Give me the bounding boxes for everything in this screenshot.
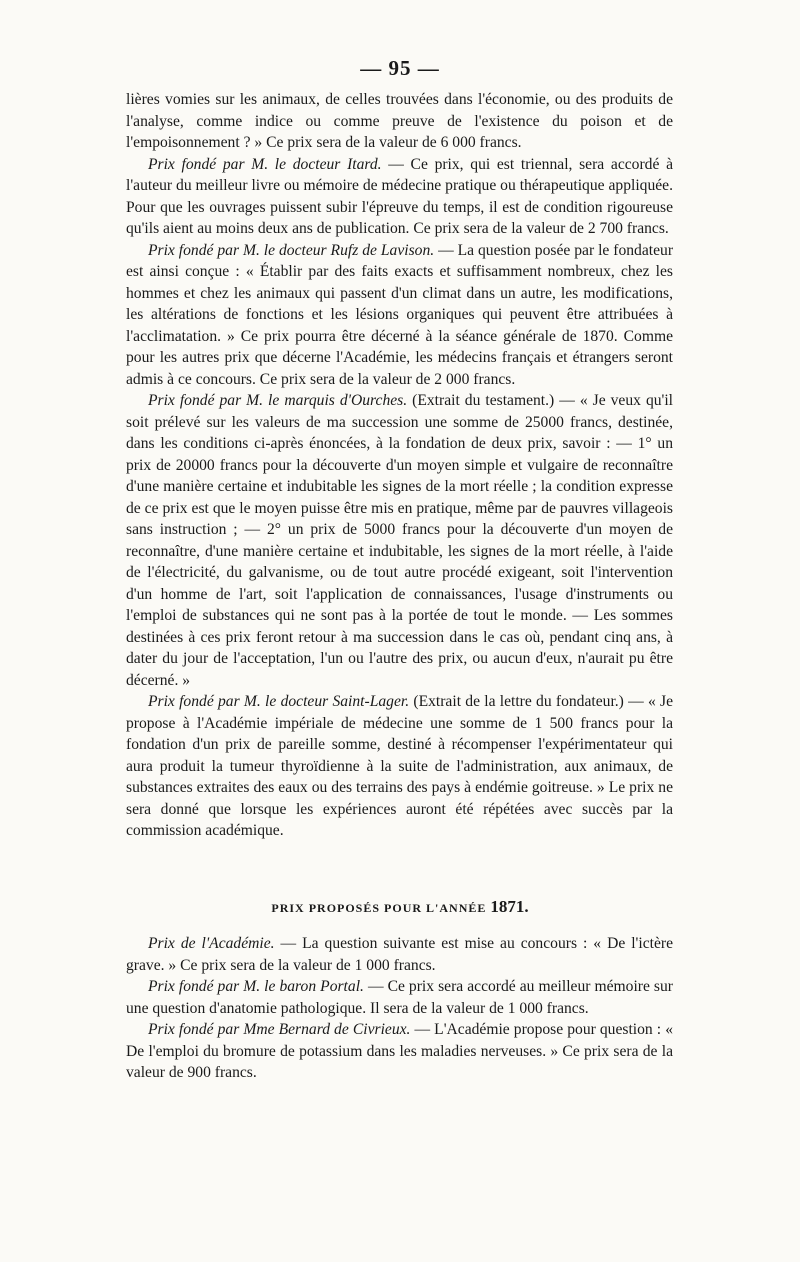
paragraph-prix-academie: [126, 933, 673, 976]
paragraph-text: — Ce prix sera accordé au meilleur mémoire sur une question d'anatomie pathologique. Il sera de la valeur de 1 000 francs.: [126, 978, 673, 1017]
paragraph-lead: Prix fondé par M. le baron Portal.: [148, 978, 364, 995]
paragraph-poison-continuation: [126, 89, 673, 154]
paragraph-lead: Prix fondé par M. le docteur Saint-Lager.: [148, 693, 410, 710]
paragraph-text: (Extrait du testament.) — « Je veux qu'il soit prélevé sur les valeurs de ma succession une somme de 25000 francs, destinée, dans les conditions ci-après énoncées, à la fondation de deux prix, savoir : — 1° un prix de 20000 francs pour la découverte d'un moyen simple et vulgaire de reconnaître d'une manière certaine et indubitable les signes de la mort réelle ; la condition expresse de ce prix est que le moyen puisse être mis en pratique, même par de pauvres villageois sans instruction ; — 2° un prix de 5000 francs pour la découverte d'un moyen de reconnaître, d'une manière certaine et indubitable, les signes de la mort réelle, à l'aide de l'électricité, du galvanisme, ou de tout autre procédé exigeant, soit l'intervention d'un homme de l'art, soit l'application de connaissances, l'usage d'instruments ou l'emploi de substances qui ne sont pas à la portée de tout le monde. — Les sommes destinées à ces prix feront retour à ma succession dans le cas où, pendant cinq ans, à dater du jour de l'acceptation, l'un ou l'autre des prix, ou aucun d'eux, n'aurait pu être décerné. »: [126, 392, 674, 689]
paragraph-text: — L'Académie propose pour question : « De l'emploi du bromure de potassium dans les maladies nerveuses. » Ce prix sera de la valeur de 900 francs.: [126, 1021, 673, 1081]
paragraph-prix-itard: [126, 154, 673, 240]
paragraph-prix-ourches: [126, 390, 673, 691]
paragraph-text: — La question suivante est mise au concours : « De l'ictère grave. » Ce prix sera de la valeur de 1 000 francs.: [126, 935, 673, 974]
paragraph-prix-civrieux: [126, 1019, 673, 1084]
section-year: 1871.: [490, 897, 529, 916]
paragraph-lead: Prix fondé par M. le marquis d'Ourches.: [148, 392, 408, 409]
page-number: — 95 —: [360, 56, 440, 80]
section-heading: [0, 897, 800, 917]
paragraph-text: (Extrait de la lettre du fondateur.) — « Je propose à l'Académie impériale de médecine une somme de 1 500 francs pour la fondation d'un prix de pareille somme, destiné à récompenser l'expérimentateur qui aura produit la tumeur thyroïdienne à la suite de l'administration, aux animaux, de substances extraites des eaux ou des terrains des pays à endémie goitreuse. » Le prix ne sera donné que lorsque les expériences auront été répétées avec succès par la commission académique.: [126, 693, 674, 839]
paragraph-lead: Prix fondé par Mme Bernard de Civrieux.: [148, 1021, 411, 1038]
section-title: PRIX PROPOSÉS POUR L'ANNÉE: [271, 901, 487, 915]
paragraph-text: lières vomies sur les animaux, de celles trouvées dans l'économie, ou des produits de l'analyse, comme indice ou comme preuve de l'existence du poison et de l'empoisonnement ? » Ce prix sera de la valeur de 6 000 francs.: [126, 91, 673, 151]
paragraph-lead: Prix fondé par M. le docteur Rufz de Lavison.: [148, 241, 435, 259]
paragraph-prix-saint-lager: [126, 691, 673, 842]
paragraph-prix-rufz-de-lavison: [126, 240, 673, 391]
paragraph-text: — Ce prix, qui est triennal, sera accordé à l'auteur du meilleur livre ou mémoire de médecine pratique ou thérapeutique appliquée. Pour que les ouvrages puissent subir l'épreuve du temps, il est de condition rigoureuse qu'ils aient au moins deux ans de publication. Ce prix sera de la valeur de 2 700 francs.: [126, 155, 673, 237]
paragraph-prix-portal: [126, 976, 673, 1019]
body-text-upper: [126, 89, 673, 842]
body-text-lower: [126, 933, 673, 1084]
paragraph-text: — La question posée par le fondateur est ainsi conçue : « Établir par des faits exacts et suffisamment nombreux, chez les hommes et chez les animaux qui passent d'un climat dans un autre, les modifications, les altérations de fonctions et les lésions organiques qui peuvent être attribuées à l'acclimatation. » Ce prix pourra être décerné à la séance générale de 1870. Comme pour les autres prix que décerne l'Académie, les médecins français et étrangers seront admis à ce concours. Ce prix sera de la valeur de 2 000 francs.: [126, 241, 674, 388]
paragraph-lead: Prix de l'Académie.: [148, 935, 275, 952]
paragraph-lead: Prix fondé par M. le docteur Itard.: [148, 155, 382, 173]
